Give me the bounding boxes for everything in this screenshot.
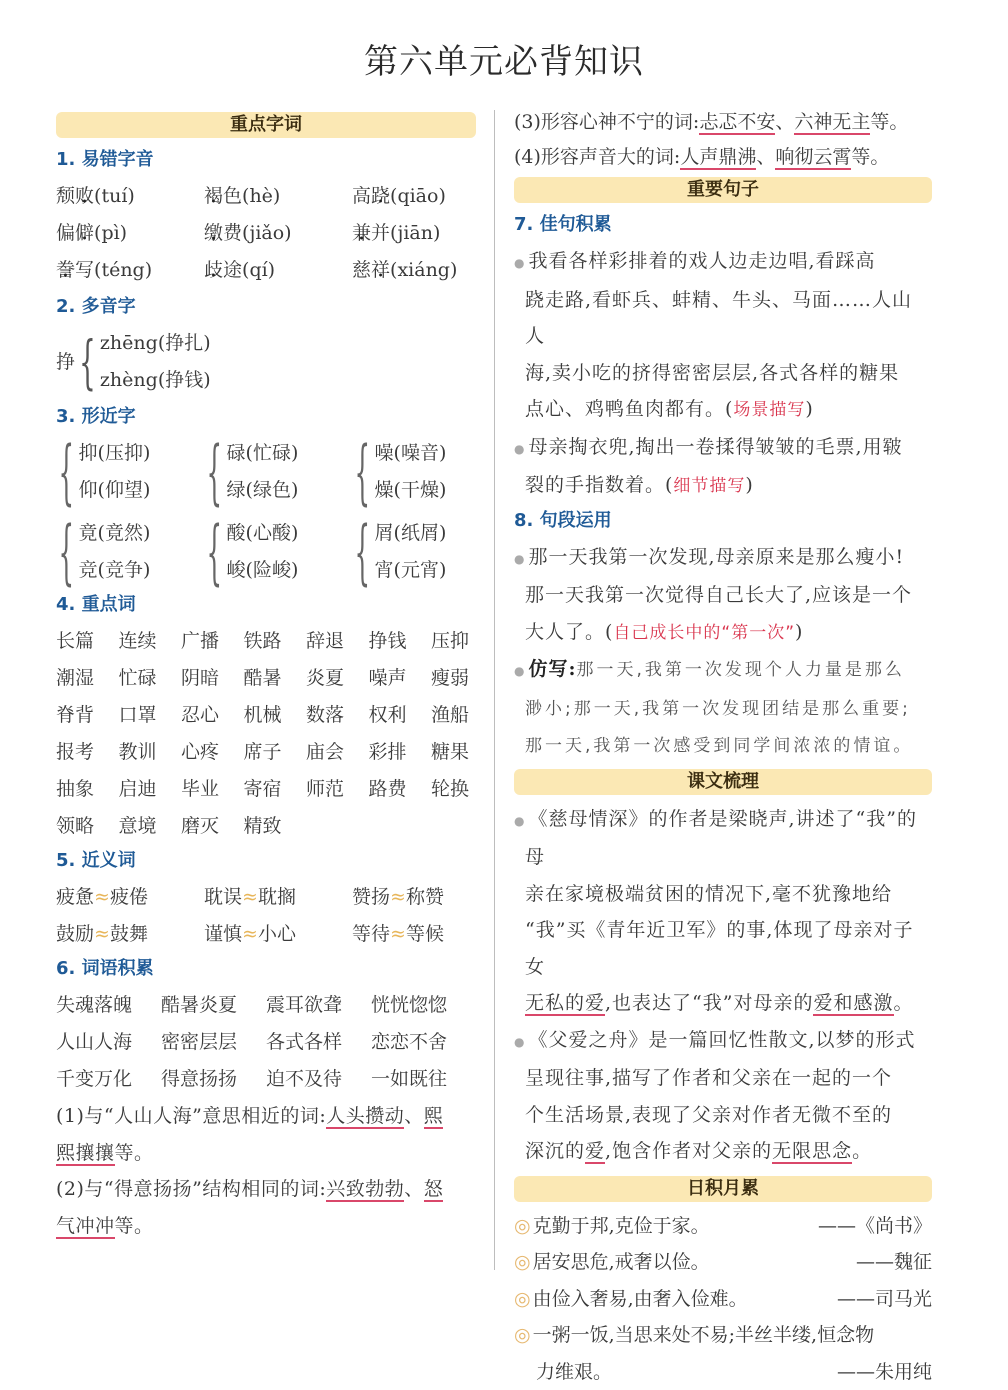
page-title: 第六单元必背知识 — [0, 34, 1008, 83]
key-word: 挣钱 — [369, 623, 432, 660]
idiom: 震耳欲聋 — [266, 987, 371, 1024]
imitation-paragraph: ● 仿写:那一天,我第一次发现个人力量是那么 渺小;那一天,我第一次发现团结是那么重要; 那一天,我第一次感受到同学间浓浓的情谊。 — [514, 651, 932, 765]
heading-polyphone: 2. 多音字 — [56, 291, 476, 325]
quote-3: ◎ 由俭入奢易,由奢入俭难。 ——司马光 — [514, 1281, 932, 1318]
key-word: 潮湿 — [56, 660, 119, 697]
key-word: 报考 — [56, 734, 119, 771]
q1-text: (1)与“人山人海”意思相近的词:人头攒动、熙 熙攘攘等。 — [56, 1098, 476, 1171]
polyphone-reading-2: zhèng(挣钱) — [100, 362, 211, 399]
ring-bullet-icon: ◎ — [514, 1215, 531, 1237]
pron-item: 偏僻(pì) — [56, 215, 204, 252]
idiom: 千变万化 — [56, 1061, 161, 1098]
banner-text-review: 课文梳理 — [514, 769, 932, 795]
brace-icon: { — [206, 435, 222, 509]
review-paragraph-1: ● 《慈母情深》的作者是梁晓声,讲述了“我”的母 亲在家境极端贫困的情况下,毫不犹豫地给 “我”买《青年近卫军》的事,体现了母亲对子女 无私的爱,也表达了“我”对母亲的爱和感激。 — [514, 801, 932, 1022]
key-word: 抽象 — [56, 771, 119, 808]
banner-important-sentences: 重要句子 — [514, 177, 932, 203]
key-word: 心疼 — [181, 734, 244, 771]
key-word: 阴暗 — [181, 660, 244, 697]
key-word: 启迪 — [119, 771, 182, 808]
key-word: 炎夏 — [306, 660, 369, 697]
q3-text: (3)形容心神不宁的词:忐忑不安、六神无主等。 — [514, 105, 932, 140]
bullet-icon: ● — [514, 664, 525, 678]
pron-item: 誊写(téng) — [56, 252, 204, 289]
key-word: 寄宿 — [244, 771, 307, 808]
pron-item: 褐色(hè) — [204, 178, 352, 215]
heading-synonyms: 5. 近义词 — [56, 845, 476, 879]
quote-4-cont: 力维艰。 ——朱用纯 — [514, 1354, 932, 1390]
synonyms-row-1: 疲惫≈疲倦 耽误≈耽搁 赞扬≈称赞 — [56, 879, 476, 916]
key-word: 毕业 — [181, 771, 244, 808]
pron-item: 歧途(qí) — [204, 252, 352, 289]
quote-1: ◎ 克勤于邦,克俭于家。 ——《尚书》 — [514, 1208, 932, 1245]
q2-text: (2)与“得意扬扬”结构相同的词:兴致勃勃、怒 气冲冲等。 — [56, 1171, 476, 1244]
pron-item: 高跷(qiāo) — [352, 178, 482, 215]
column-divider — [494, 110, 495, 1270]
sentence-1: ● 我看各样彩排着的戏人边走边唱,看踩高 跷走路,看虾兵、蚌精、牛头、马面……人山人 海,卖小吃的挤得密密层层,各式各样的糖果 点心、鸡鸭鱼肉都有。(场景描写) — [514, 243, 932, 429]
tag-detail: 细节描写 — [673, 476, 745, 496]
pron-item: 缴费(jiǎo) — [204, 215, 352, 252]
ring-bullet-icon: ◎ — [514, 1251, 531, 1273]
heading-pronunciation: 1. 易错字音 — [56, 144, 476, 178]
key-word: 精致 — [244, 808, 307, 845]
ring-bullet-icon: ◎ — [514, 1324, 531, 1346]
pron-item: 兼并(jiān) — [352, 215, 482, 252]
similar-chars-row-2: { 竟(竟然) 竞(竞争) { 酸(心酸) 峻(险峻) { 屑(纸屑) 宵(元宵) — [56, 515, 476, 589]
heading-key-words: 4. 重点词 — [56, 589, 476, 623]
key-word: 席子 — [244, 734, 307, 771]
key-word: 数落 — [306, 697, 369, 734]
key-word: 渔船 — [431, 697, 494, 734]
quote-2: ◎ 居安思危,戒奢以俭。 ——魏征 — [514, 1244, 932, 1281]
heading-usage: 8. 句段运用 — [514, 505, 932, 539]
key-word: 压抑 — [431, 623, 494, 660]
key-word: 忙碌 — [119, 660, 182, 697]
tag-scene: 场景描写 — [733, 400, 805, 420]
pron-row-2 — [56, 215, 476, 252]
bullet-icon: ● — [514, 552, 525, 566]
idiom: 一如既往 — [371, 1061, 481, 1098]
key-word: 辞退 — [306, 623, 369, 660]
idiom: 恋恋不舍 — [371, 1024, 481, 1061]
banner-daily-accumulation: 日积月累 — [514, 1176, 932, 1202]
key-word: 权利 — [369, 697, 432, 734]
idioms-grid — [56, 987, 476, 1098]
heading-good-sentences: 7. 佳句积累 — [514, 209, 932, 243]
heading-similar-chars: 3. 形近字 — [56, 401, 476, 435]
key-words-grid — [56, 623, 476, 845]
idiom: 恍恍惚惚 — [371, 987, 481, 1024]
similar-chars-row-1: { 抑(压抑) 仰(仰望) { 碌(忙碌) 绿(绿色) { 噪(噪音) 燥(干燥) — [56, 435, 476, 509]
key-word: 酷暑 — [244, 660, 307, 697]
review-paragraph-2: ● 《父爱之舟》是一篇回忆性散文,以梦的形式 呈现往事,描写了作者和父亲在一起的一个 个生活场景,表现了父亲对作者无微不至的 深沉的爱,饱含作者对父亲的无限思念。 — [514, 1022, 932, 1170]
usage-paragraph: ● 那一天我第一次发现,母亲原来是那么瘦小! 那一天我第一次觉得自己长大了,应该是一个 大人了。(自己成长中的“第一次”) — [514, 539, 932, 652]
key-word: 教训 — [119, 734, 182, 771]
idiom: 迫不及待 — [266, 1061, 371, 1098]
brace-icon: { — [354, 515, 370, 589]
key-word: 连续 — [119, 623, 182, 660]
key-word: 彩排 — [369, 734, 432, 771]
idiom: 密密层层 — [161, 1024, 266, 1061]
key-word: 机械 — [244, 697, 307, 734]
quote-4: ◎ 一粥一饭,当思来处不易;半丝半缕,恒念物 — [514, 1317, 932, 1354]
bullet-icon: ● — [514, 814, 525, 828]
key-word: 意境 — [119, 808, 182, 845]
banner-key-words: 重点字词 — [56, 112, 476, 138]
key-word: 广播 — [181, 623, 244, 660]
polyphone-char: 挣 — [56, 344, 75, 381]
key-word: 长篇 — [56, 623, 119, 660]
pron-item: 慈祥(xiáng) — [352, 252, 482, 289]
brace-icon: { — [354, 435, 370, 509]
left-column — [56, 110, 476, 1244]
ring-bullet-icon: ◎ — [514, 1288, 531, 1310]
brace-icon: { — [58, 435, 74, 509]
key-word: 领略 — [56, 808, 119, 845]
brace-icon: { — [206, 515, 222, 589]
key-word: 磨灭 — [181, 808, 244, 845]
bullet-icon: ● — [514, 256, 525, 270]
key-word: 噪声 — [369, 660, 432, 697]
synonyms-row-2: 鼓励≈鼓舞 谨慎≈小心 等待≈等候 — [56, 916, 476, 953]
heading-word-accumulation: 6. 词语积累 — [56, 953, 476, 987]
pron-item: 颓败(tuí) — [56, 178, 204, 215]
bullet-icon: ● — [514, 442, 525, 456]
key-word: 路费 — [369, 771, 432, 808]
polyphone-block — [56, 325, 476, 399]
key-word: 铁路 — [244, 623, 307, 660]
idiom: 人山人海 — [56, 1024, 161, 1061]
idiom: 失魂落魄 — [56, 987, 161, 1024]
key-word: 瘦弱 — [431, 660, 494, 697]
key-word: 轮换 — [431, 771, 494, 808]
pron-row-3 — [56, 252, 476, 289]
idiom: 酷暑炎夏 — [161, 987, 266, 1024]
idiom: 得意扬扬 — [161, 1061, 266, 1098]
tag-first-time: 自己成长中的“第一次” — [613, 623, 795, 643]
pron-row-1 — [56, 178, 476, 215]
sentence-2: ● 母亲掏衣兜,掏出一卷揉得皱皱的毛票,用皲 裂的手指数着。(细节描写) — [514, 429, 932, 505]
key-word: 口罩 — [119, 697, 182, 734]
brace-icon: { — [58, 515, 74, 589]
key-word: 庙会 — [306, 734, 369, 771]
idiom: 各式各样 — [266, 1024, 371, 1061]
key-word: 脊背 — [56, 697, 119, 734]
right-column — [514, 105, 932, 1390]
key-word: 忍心 — [181, 697, 244, 734]
key-word: 糖果 — [431, 734, 494, 771]
brace-icon: { — [79, 333, 96, 391]
key-word: 师范 — [306, 771, 369, 808]
pronunciation-list — [56, 178, 476, 289]
bullet-icon: ● — [514, 1035, 525, 1049]
polyphone-reading-1: zhēng(挣扎) — [100, 325, 211, 362]
q4-text: (4)形容声音大的词:人声鼎沸、响彻云霄等。 — [514, 140, 932, 175]
